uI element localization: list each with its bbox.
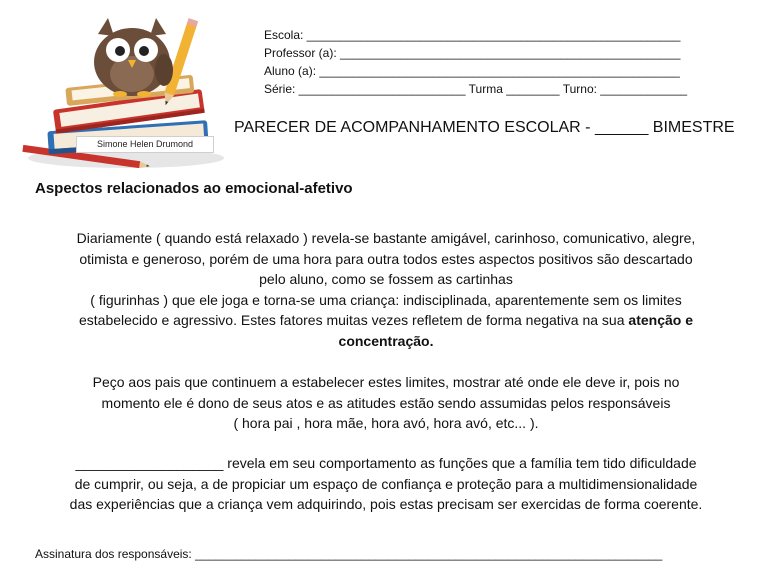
- section-heading: Aspectos relacionados ao emocional-afetivo: [35, 180, 353, 197]
- paragraph-family-functions: [30, 453, 742, 515]
- guardians-signature-line: Assinatura dos responsáveis: ______________________________________________________________________: [35, 547, 663, 561]
- header-fields: [264, 26, 744, 98]
- owl-books-illustration: [14, 8, 224, 176]
- paragraph-text: estabelecido e agressivo. Estes fatores muitas vezes refletem de forma negativa na sua: [79, 312, 629, 328]
- paragraph-line: ( hora pai , hora mãe, hora avó, hora avó, etc... ).: [233, 415, 539, 431]
- paragraph-line: otimista e generoso, porém de uma hora para outra todos estes aspectos positivos são descartado: [79, 250, 693, 267]
- paragraph-line: pelo aluno, como se fossem as cartinhas: [259, 271, 513, 287]
- paragraph-line: momento ele é dono de seus atos e as atitudes estão sendo assumidas pelos responsáveis: [101, 394, 671, 411]
- paragraph-line: [30, 331, 742, 352]
- paragraph-line: Diariamente ( quando está relaxado ) revela-se bastante amigável, carinhoso, comunicativo, alegre,: [76, 230, 696, 246]
- escola-field: Escola: ________________________________________________________: [264, 28, 681, 42]
- paragraph-parents-request: [30, 372, 742, 434]
- paragraph-line: das experiências que a criança vem adquirindo, pois estas precisam ser exercidas de forma coerente.: [69, 496, 703, 512]
- paragraph-line: Peço aos pais que continuem a estabelecer estes limites, mostrar até onde ele deve ir, pois no: [92, 374, 680, 390]
- paragraph-line: de cumprir, ou seja, a de propiciar um espaço de confiança e proteção para a multidimensionalidade: [74, 475, 698, 492]
- emphasis-concentration: concentração.: [338, 332, 434, 349]
- paragraph-line: ( figurinhas ) que ele joga e torna-se uma criança: indisciplinada, aparentemente sem os limites: [90, 291, 682, 308]
- emphasis-attention: atenção e: [628, 312, 693, 328]
- document-title: PARECER DE ACOMPANHAMENTO ESCOLAR - ______ BIMESTRE: [234, 119, 735, 136]
- professor-field: Professor (a): ___________________________________________________: [264, 46, 681, 60]
- aluno-field: Aluno (a): ______________________________________________________: [264, 64, 680, 78]
- author-credit-label: Simone Helen Drumond: [76, 136, 214, 153]
- serie-turma-turno-field: Série: _________________________ Turma ________ Turno: _____________: [264, 82, 688, 96]
- paragraph-line: [30, 310, 742, 331]
- paragraph-line: ___________________ revela em seu comportamento as funções que a família tem tido dificuldade: [75, 455, 697, 471]
- paragraph-emotional: [30, 228, 742, 351]
